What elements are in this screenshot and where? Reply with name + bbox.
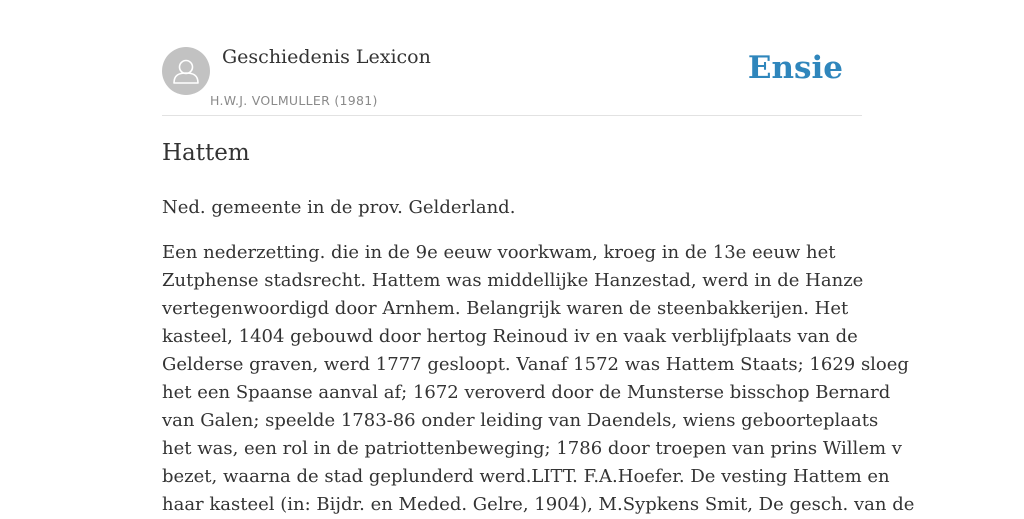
- entry-definition: Ned. gemeente in de prov. Gelderland.: [162, 197, 516, 218]
- source-author: H.W.J. VOLMULLER (1981): [210, 93, 378, 108]
- source-header: [162, 0, 862, 116]
- body-line: Een nederzetting. die in de 9e eeuw voorkwam, kroeg in de 13e eeuw het: [162, 242, 836, 263]
- source-title-link[interactable]: Geschiedenis Lexicon: [222, 46, 431, 68]
- ensie-logo-link[interactable]: Ensie: [747, 50, 843, 86]
- body-line: haar kasteel (in: Bijdr. en Meded. Gelre, 1904), M.Sypkens Smit, De gesch. van de: [162, 494, 915, 515]
- body-line: Zutphense stadsrecht. Hattem was middellijke Hanzestad, werd in de Hanze: [162, 270, 864, 291]
- entry-body: [162, 239, 915, 519]
- body-line: kasteel, 1404 gebouwd door hertog Reinoud iv en vaak verblijfplaats van de: [162, 326, 858, 347]
- body-line: van Galen; speelde 1783-86 onder leiding van Daendels, wiens geboorteplaats: [162, 410, 879, 431]
- body-line: het een Spaanse aanval af; 1672 veroverd door de Munsterse bisschop Bernard: [162, 382, 891, 403]
- body-line: vertegenwoordigd door Arnhem. Belangrijk waren de steenbakkerijen. Het: [162, 298, 849, 319]
- user-placeholder-icon[interactable]: [162, 47, 210, 95]
- article-page: [162, 0, 915, 515]
- entry-title: Hattem: [162, 140, 250, 166]
- body-line: het was, een rol in de patriottenbeweging; 1786 door troepen van prins Willem v: [162, 438, 902, 459]
- body-line: Gelderse graven, werd 1777 gesloopt. Vanaf 1572 was Hattem Staats; 1629 sloeg: [162, 354, 909, 375]
- body-line: bezet, waarna de stad geplunderd werd.LITT. F.A.Hoefer. De vesting Hattem en: [162, 466, 890, 487]
